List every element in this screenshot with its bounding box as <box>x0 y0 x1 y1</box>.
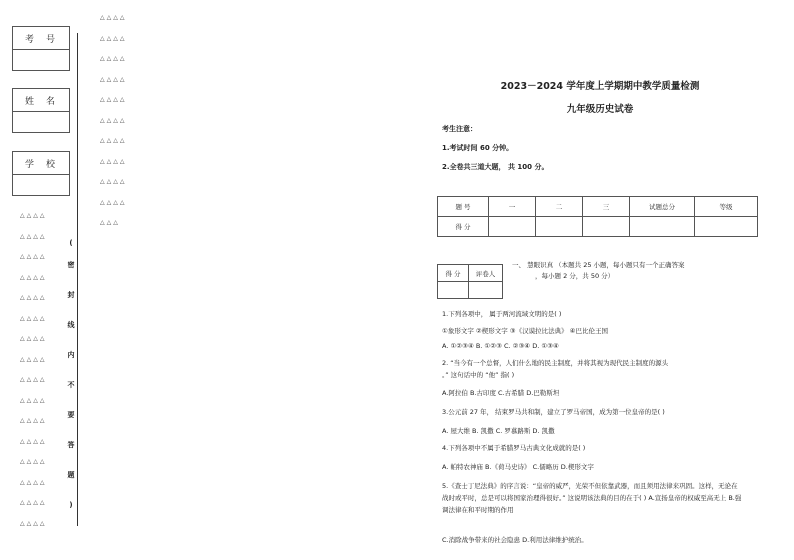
score-cell[interactable] <box>695 217 758 237</box>
question-2-options: A.阿拉伯 B.古印度 C.古希腊 D.巴勒斯坦 <box>442 389 560 397</box>
seal-char: 不 <box>67 381 75 389</box>
seal-char: 线 <box>67 321 75 329</box>
seal-char: ( <box>69 239 73 247</box>
question-2-stem: 2. “当今有一个总督，人们什么地的民主制度，并将其视为现代民主制度的源头 <box>442 359 669 367</box>
section1-title: 一、 慧眼识真 （本题共 25 小题，每小题只有一个正确答案 <box>512 261 685 269</box>
question-5-stem: 5.《查士丁尼法典》的序言说：“皇帝的威严，光荣不但依靠武器，而且须用法律来巩固。这样，无论在战时或平时，总是可以将国家治理得很好。” 这说明该法典的目的在于( ) A.宣扬皇帝的权威至高无上 B.强调法律在和平时期的作用 <box>442 482 742 514</box>
school-box <box>12 151 70 196</box>
question-3-options: A. 屋大维 B. 凯撒 C. 罗慕路斯 D. 凯撒 <box>442 427 555 435</box>
seal-char: 密 <box>67 261 75 269</box>
grader-table <box>437 264 503 299</box>
exam-title: 2023－2024 学年度上学期期中教学质量检测 <box>500 81 700 92</box>
score-cell[interactable] <box>630 217 695 237</box>
score-header: 二 <box>536 197 583 217</box>
score-header: 等级 <box>695 197 758 217</box>
question-1-options: A. ①②③④ B. ①②③ C. ②③④ D. ①③④ <box>442 342 559 350</box>
question-4-stem: 4.下列各项中不属于希腊罗马古典文化成就的是( ) <box>442 444 586 452</box>
score-header: 一 <box>489 197 536 217</box>
score-cell[interactable] <box>489 217 536 237</box>
name-box <box>12 88 70 133</box>
question-1-line: ①象形文字 ②楔形文字 ③《汉谟拉比法典》 ④巴比伦王国 <box>442 327 609 335</box>
score-cell[interactable] <box>583 217 630 237</box>
seal-char: 题 <box>67 471 75 479</box>
exam-subtitle: 九年级历史试卷 <box>566 104 634 115</box>
score-header: 三 <box>583 197 630 217</box>
name-blank[interactable] <box>13 112 69 132</box>
school-blank[interactable] <box>13 175 69 195</box>
score-row-label: 得 分 <box>438 217 489 237</box>
seal-char: ) <box>69 501 73 509</box>
note-item: 1.考试时间 60 分钟。 <box>442 144 514 152</box>
seal-char: 内 <box>67 351 75 359</box>
seal-char: 封 <box>67 291 75 299</box>
exam-number-label: 考号 <box>13 27 69 50</box>
seal-notice <box>66 238 76 530</box>
grader-cell[interactable] <box>469 282 503 299</box>
question-1-stem: 1.下列各项中， 属于两河流域文明的是( ) <box>442 310 562 318</box>
question-2-line: 。” 这句话中的 “他” 指( ) <box>442 371 515 379</box>
seal-line <box>77 33 78 526</box>
score-header: 题 号 <box>438 197 489 217</box>
seal-char: 要 <box>67 411 75 419</box>
score-table <box>437 196 758 237</box>
question-4-options: A. 帕特农神庙 B.《荷马史诗》 C.儒略历 D.楔形文字 <box>442 463 594 471</box>
notes-heading: 考生注意： <box>442 125 477 133</box>
score-cell[interactable] <box>536 217 583 237</box>
triangle-column-top: △△△△ △△△△ △△△△ △△△△ △△△△ △△△△ △△△△ △△△△ △△△△ △△△△ △△△ <box>100 14 127 226</box>
name-label: 姓名 <box>13 89 69 112</box>
grader-cell[interactable] <box>438 282 469 299</box>
grader-header-grader: 评卷人 <box>469 265 503 282</box>
grader-header-score: 得 分 <box>438 265 469 282</box>
exam-number-blank[interactable] <box>13 50 69 70</box>
score-header: 试题总分 <box>630 197 695 217</box>
school-label: 学校 <box>13 152 69 175</box>
question-3-stem: 3.公元前 27 年， 结束罗马共和制，建立了罗马帝国，成为第一位皇帝的是( ) <box>442 408 665 416</box>
exam-number-box <box>12 26 70 71</box>
triangle-column-left: △△△△ △△△△ △△△△ △△△△ △△△△ △△△△ △△△△ △△△△ △△△△ △△△△ △△△△ △△△△ △△△△ △△△△ △△△△ △△△△ <box>20 212 47 527</box>
seal-char: 答 <box>67 441 75 449</box>
section1-title-line2: ，每小题 2 分，共 50 分） <box>535 272 615 280</box>
question-5-options: C.消除战争带来的社会隐患 D.利用法律维护统治。 <box>442 536 588 544</box>
note-item: 2.全卷共三道大题， 共 100 分。 <box>442 163 549 171</box>
